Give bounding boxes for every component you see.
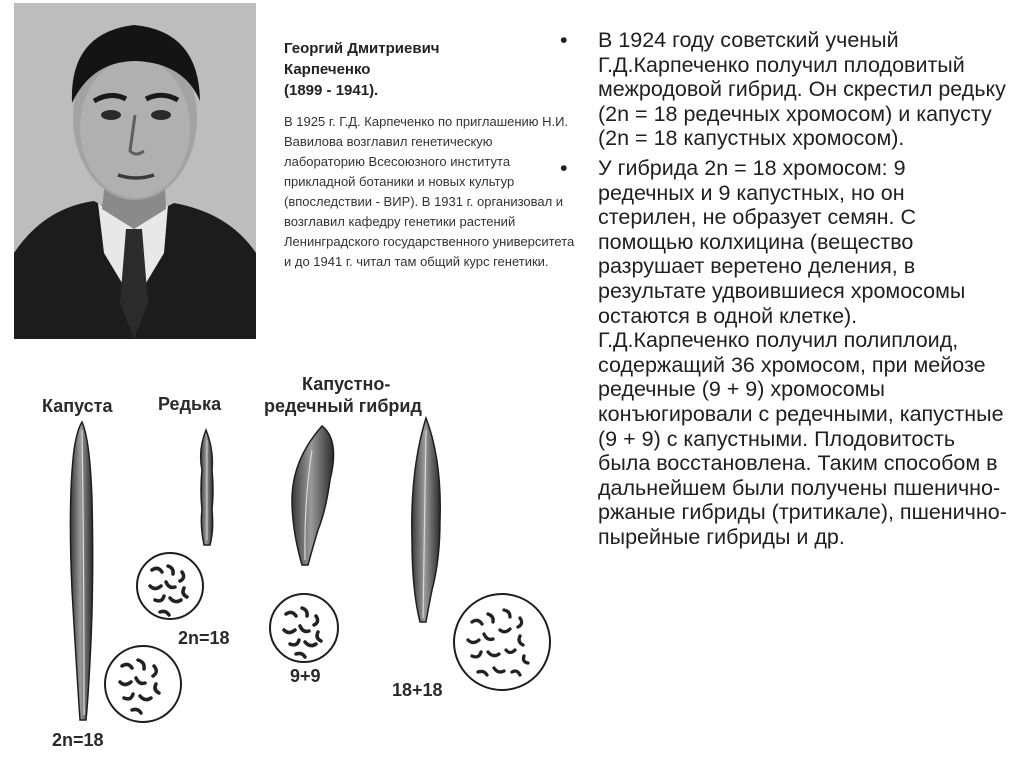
cabbage-cell [105, 646, 181, 722]
bullet-item-1 [558, 28, 1008, 151]
portrait-drawing [14, 3, 256, 339]
count-cabbage: 2n=18 [52, 730, 104, 750]
pods-figure [0, 360, 560, 767]
cabbage-pod [70, 422, 92, 720]
bullet-text: В 1924 году советский ученый Г.Д.Карпеченко получил плодовитый межродовой гибрид. Он скрестил редьку (2n = 18 редечных хромосом) и капусту (2n = 18 капустных хромосом). [598, 28, 1006, 151]
bio-name-block [284, 38, 524, 101]
label-radish: Редька [158, 394, 222, 414]
portrait-photo [14, 3, 256, 339]
label-cabbage: Капуста [42, 396, 113, 416]
hybrid-cell [270, 594, 338, 662]
hybrid-illustration [0, 360, 560, 767]
radish-cell [137, 553, 203, 619]
label-hybrid-line1: Капустно- [302, 374, 391, 394]
bullet-item-2 [558, 156, 1008, 550]
count-radish: 2n=18 [178, 628, 230, 648]
label-hybrid-line2: редечный гибрид [264, 396, 422, 416]
count-polyploid: 18+18 [392, 680, 443, 700]
bio-years: (1899 - 1941). [284, 82, 379, 99]
bio-name-line2: Карпеченко [284, 61, 371, 78]
polyploid-cell [454, 594, 550, 690]
count-hybrid: 9+9 [290, 666, 321, 686]
bio-paragraph: В 1925 г. Г.Д. Карпеченко по приглашению Н.И. Вавилова возглавил генетическую лабораторию Всесоюзного института прикладной ботаники и новых культур (впоследствии - ВИР). В 1931 г. организовал и возглавил кафедру генетики растений Ленинградского государственного университета и до 1941 г. читал там общий курс генетики. [284, 114, 575, 269]
bullet-text: У гибрида 2n = 18 хромосом: 9 редечных и 9 капустных, но он стерилен, не образует семян. С помощью колхицина (вещество разрушает веретено деления, в результате удвоившиеся хромосомы остаются в одной клетке). Г.Д.Карпеченко получил полиплоид, содержащий 36 хромосом, при мейозе редечные (9 + 9) хромосомы конъюгировали с редечными, капустные (9 + 9) с капустными. Плодовитость была восстановлена. Таким способом в дальнейшем были получены пшенично-ржаные гибриды (тритикале), пшенично-пырейные гибриды и др. [598, 155, 1007, 549]
bio-name-line1: Георгий Дмитриевич [284, 40, 440, 57]
bullet-marker: • [560, 28, 568, 52]
hybrid-pod [292, 426, 334, 565]
bullet-list [558, 28, 1008, 554]
bullet-marker: • [560, 155, 568, 180]
